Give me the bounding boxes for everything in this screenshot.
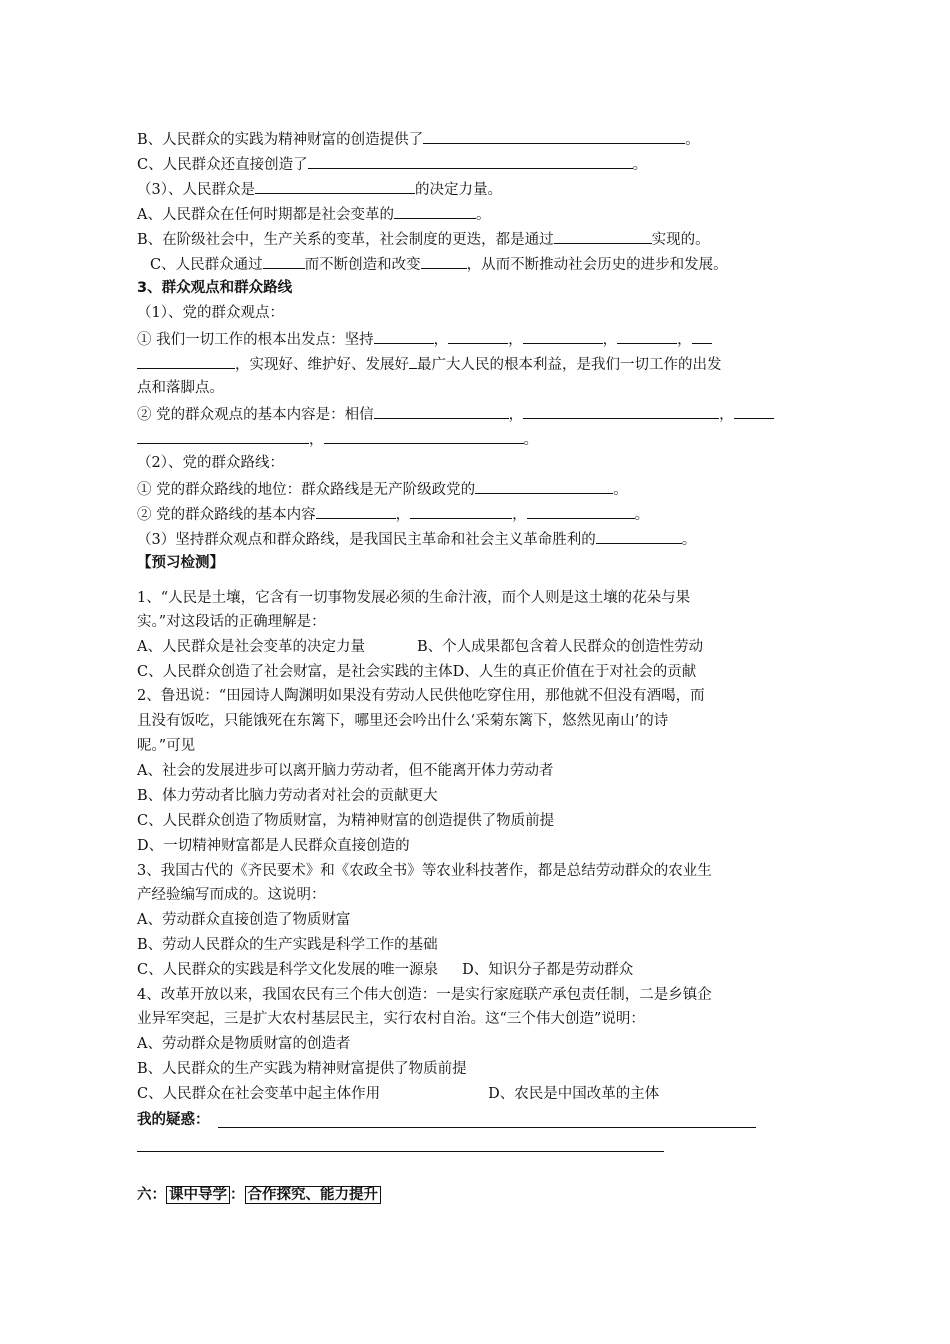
line-mass-line-status: ① 党的群众路线的地位：群众路线是无产阶级政党的 。	[137, 478, 628, 500]
question-1: 1、“人民是土壤，它含有一切事物发展必须的生命汁液，而个人则是这土壤的花朵与果	[137, 590, 691, 606]
question-2-cont: 呢。”可见	[137, 738, 196, 754]
q1-options-cd	[137, 662, 696, 682]
blank[interactable]	[475, 478, 563, 494]
option-c[interactable]: C、人民群众的实践是科学文化发展的唯一源泉	[137, 962, 439, 978]
blank[interactable]	[263, 253, 305, 269]
preview-test-heading: 【预习检测】	[137, 555, 224, 571]
q4-options-cd	[137, 1084, 659, 1104]
blank[interactable]	[554, 228, 652, 244]
question-3-cont: 产经验编写而成的。这说明：	[137, 887, 326, 903]
blank[interactable]	[527, 503, 635, 519]
question-3: 3、我国古代的《齐民要术》和《农政全书》等农业科技著作，都是总结劳动群众的农业生	[137, 863, 712, 879]
option-b[interactable]: B、人民群众的生产实践为精神财富提供了物质前提	[137, 1061, 467, 1077]
doubts-answer-line-2[interactable]	[137, 1151, 664, 1152]
option-d[interactable]: D、农民是中国改革的主体	[488, 1086, 660, 1102]
blank[interactable]	[421, 253, 467, 269]
option-c[interactable]: C、人民群众创造了社会财富，是社会实践的主体	[137, 664, 453, 680]
blank[interactable]	[563, 478, 613, 494]
q3-options-cd	[137, 960, 633, 980]
blank[interactable]	[523, 403, 719, 419]
line-mass-line-victory: （3）坚持群众观点和群众路线，是我国民主革命和社会主义革命胜利的 。	[137, 528, 696, 550]
question-2: 2、鲁迅说：“田园诗人陶渊明如果没有劳动人民供他吃穿住用，那他就不但没有酒喝，而	[137, 688, 705, 704]
subheading-mass-view: （1）、党的群众观点：	[137, 305, 284, 321]
option-a[interactable]: A、社会的发展进步可以离开脑力劳动者，但不能离开体力劳动者	[137, 763, 554, 779]
blank[interactable]	[448, 328, 508, 344]
blank[interactable]	[316, 503, 396, 519]
option-d[interactable]: D、一切精神财富都是人民群众直接创造的	[137, 838, 410, 854]
blank[interactable]	[596, 528, 682, 544]
blank[interactable]	[409, 353, 417, 369]
q1-options-ab	[137, 637, 703, 657]
blank[interactable]	[394, 203, 476, 219]
option-a[interactable]: A、劳动群众直接创造了物质财富	[137, 912, 351, 928]
question-1-cont: 实。”对这段话的正确理解是：	[137, 614, 326, 630]
option-a[interactable]: A、劳动群众是物质财富的创造者	[137, 1036, 351, 1052]
line-mass-view-1: ① 我们一切工作的根本出发点：坚持 ， ， ， ，	[137, 328, 712, 350]
line-1b: B、人民群众的实践为精神财富的创造提供了 。	[137, 128, 700, 150]
section-6-title-a: 课中导学	[166, 1186, 230, 1204]
section-6-title-b: 合作探究、能力提升	[245, 1186, 382, 1204]
line-mass-line-content: ② 党的群众路线的基本内容 ， ， 。	[137, 503, 649, 525]
blank[interactable]	[617, 328, 677, 344]
line-1c: C、人民群众还直接创造了 。	[137, 153, 647, 175]
blank[interactable]	[137, 428, 309, 444]
option-d[interactable]: D、知识分子都是劳动群众	[462, 962, 634, 978]
question-4-cont: 业异军突起，三是扩大农村基层民主，实行农村自治。这“三个伟大创造”说明：	[137, 1011, 645, 1027]
doubts-answer-line[interactable]	[218, 1127, 756, 1128]
blank[interactable]	[523, 328, 603, 344]
doubts-label: 我的疑惑：	[137, 1112, 210, 1128]
line-3a: A、人民群众在任何时期都是社会变革的 。	[137, 203, 490, 225]
line-mass-view-2: ，实现好、维护好、发展好 最广大人民的根本利益，是我们一切工作的出发	[137, 353, 722, 375]
section-6-heading: 六： 课中导学 ： 合作探究、能力提升	[137, 1185, 381, 1205]
blank[interactable]	[374, 328, 434, 344]
blank[interactable]	[734, 403, 774, 419]
line-mass-view-3: 点和落脚点。	[137, 380, 224, 396]
subheading-mass-line: （2）、党的群众路线：	[137, 455, 284, 471]
option-d[interactable]: D、人生的真正价值在于对社会的贡献	[452, 664, 697, 680]
blank[interactable]	[410, 503, 512, 519]
option-c[interactable]: C、人民群众在社会变革中起主体作用	[137, 1086, 381, 1102]
blank[interactable]	[324, 428, 524, 444]
blank[interactable]	[423, 128, 685, 144]
line-3b: B、在阶级社会中，生产关系的变革，社会制度的更迭，都是通过 实现的。	[137, 228, 710, 250]
line-3c: C、人民群众通过 而不断创造和改变 ，从而不断推动社会历史的进步和发展。	[150, 253, 728, 275]
option-a[interactable]: A、人民群众是社会变革的决定力量	[137, 639, 365, 655]
blank[interactable]	[137, 353, 235, 369]
option-b[interactable]: B、个人成果都包含着人民群众的创造性劳动	[416, 639, 704, 655]
line-mass-view-content-2: ， 。	[137, 428, 538, 450]
blank[interactable]	[308, 153, 633, 169]
line-mass-view-content: ② 党的群众观点的基本内容是：相信 ， ，	[137, 403, 774, 425]
option-b[interactable]: B、体力劳动者比脑力劳动者对社会的贡献更大	[137, 788, 438, 804]
blank[interactable]	[692, 328, 712, 344]
question-2-cont: 且没有饭吃，只能饿死在东篱下，哪里还会吟出什么‘采菊东篱下，悠然见南山’的诗	[137, 713, 669, 729]
blank[interactable]	[374, 403, 509, 419]
blank[interactable]	[255, 178, 415, 194]
option-c[interactable]: C、人民群众创造了物质财富，为精神财富的创造提供了物质前提	[137, 813, 555, 829]
line-3-decisive: （3）、人民群众是 的决定力量。	[137, 178, 502, 200]
question-4: 4、改革开放以来，我国农民有三个伟大创造：一是实行家庭联产承包责任制，二是乡镇企	[137, 987, 712, 1003]
section-3-heading: 3、群众观点和群众路线	[137, 280, 293, 296]
option-b[interactable]: B、劳动人民群众的生产实践是科学工作的基础	[137, 937, 438, 953]
